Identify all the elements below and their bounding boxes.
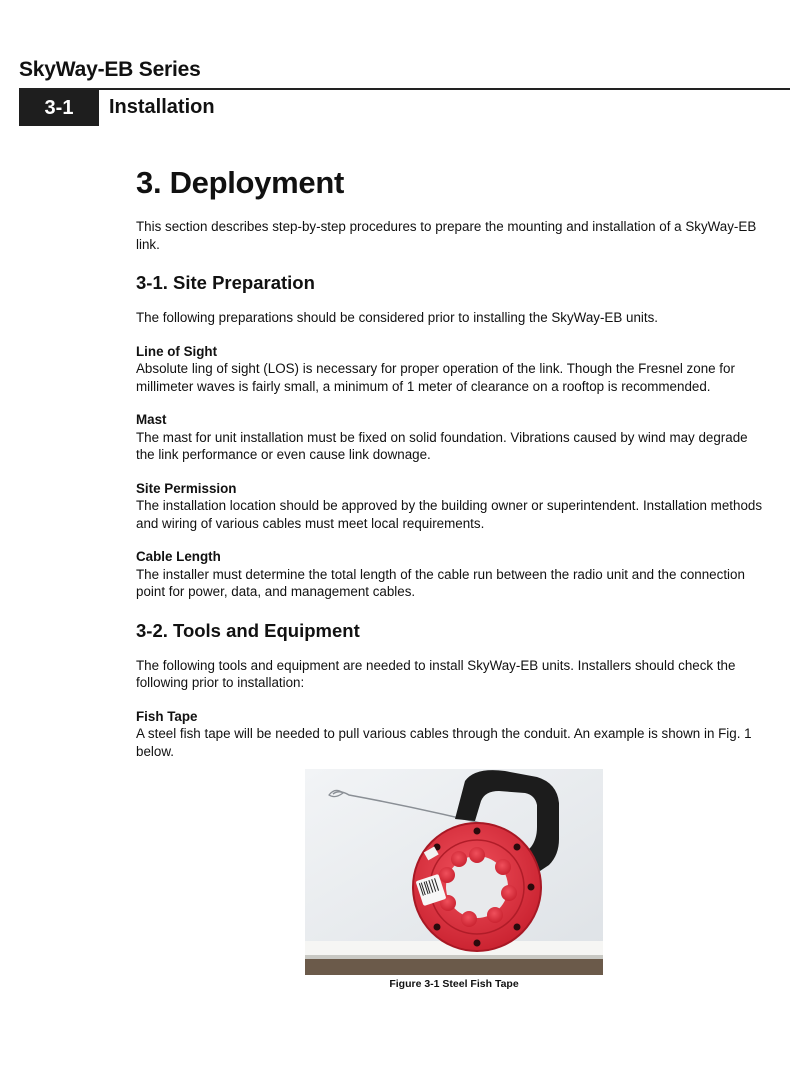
section-number-badge: 3-1: [19, 90, 99, 126]
cable-length-heading: Cable Length: [136, 549, 221, 564]
site-prep-item: [136, 411, 764, 464]
intro-paragraph: This section describes step-by-step procedures to prepare the mounting and installation of a SkyWay-EB link.: [136, 219, 757, 252]
site-permission-body: The installation location should be approved by the building owner or superintendent. Installation methods and wiring of various cables must meet local requirements.: [136, 498, 763, 531]
site-preparation-intro: The following preparations should be considered prior to installing the SkyWay-EB units.: [136, 310, 659, 325]
fish-tape-body: A steel fish tape will be needed to pull various cables through the conduit. An example is shown in Fig. 1 below.: [136, 726, 752, 759]
figure-caption: Figure 3-1 Steel Fish Tape: [389, 978, 519, 990]
site-prep-item: [136, 480, 764, 533]
section-label: Installation: [109, 96, 215, 118]
site-prep-item: [136, 548, 764, 601]
ledge-shadow: [305, 955, 603, 959]
mast-body: The mast for unit installation must be fixed on solid foundation. Vibrations caused by wind may degrade the link performance or even cause link downage.: [136, 429, 748, 462]
page-title: 3. Deployment: [136, 165, 344, 200]
site-prep-item: [136, 343, 764, 396]
line-of-sight-heading: Line of Sight: [136, 343, 218, 359]
header-rule: [19, 88, 790, 90]
main-content: [136, 162, 764, 760]
site-preparation-heading: 3-1. Site Preparation: [136, 272, 315, 293]
site-permission-heading: Site Permission: [136, 480, 237, 496]
tools-intro: The following tools and equipment are needed to install SkyWay-EB units. Installers should check the following prior to installation:: [136, 657, 736, 690]
series-title: SkyWay-EB Series: [19, 58, 201, 81]
mast-heading: Mast: [136, 412, 167, 427]
tools-item: [136, 708, 764, 761]
fish-tape-photo: [305, 769, 603, 975]
line-of-sight-body: Absolute ling of sight (LOS) is necessary for proper operation of the link. Though the Fresnel zone for millimeter waves is fairly small, a minimum of 1 meter of clearance on a rooftop is recommended.: [136, 361, 735, 394]
tools-heading: 3-2. Tools and Equipment: [136, 619, 360, 641]
floor: [305, 959, 603, 975]
fish-tape-heading: Fish Tape: [136, 708, 198, 724]
cable-length-body: The installer must determine the total length of the cable run between the radio unit and the connection point for power, data, and management cables.: [136, 566, 745, 599]
